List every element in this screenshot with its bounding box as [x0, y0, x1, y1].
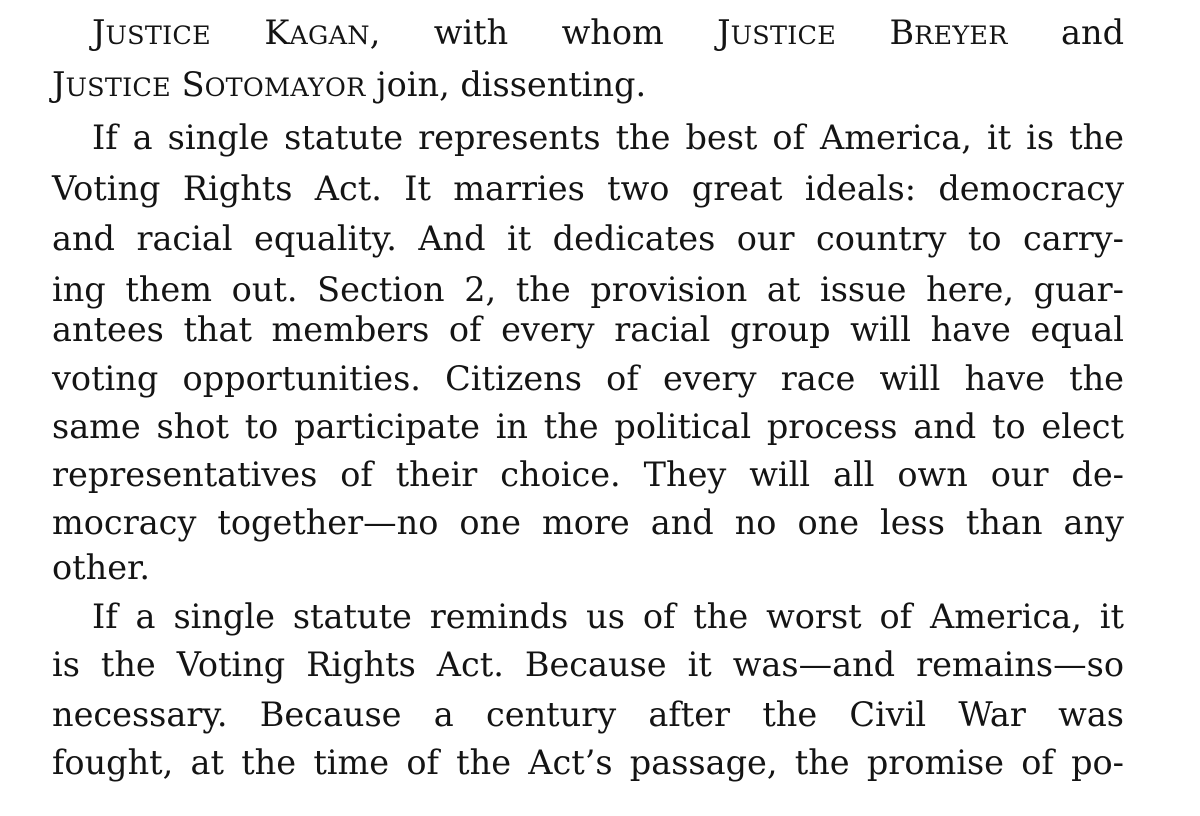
text-line: voting opportunities. Citizens of every race will have the — [52, 359, 1124, 398]
justice-sotomayor — [52, 65, 366, 104]
smallcaps-initial: J — [92, 13, 106, 52]
justice-kagan — [92, 13, 380, 52]
header-tail-text: join, dissenting. — [376, 65, 647, 104]
dissent-header-line-1 — [92, 13, 1125, 52]
smallcaps-rest: REYER — [914, 21, 1008, 51]
text-line: same shot to participate in the political process and to elect — [52, 407, 1124, 446]
connector-text: and — [1061, 13, 1125, 52]
smallcaps-rest: AGAN — [289, 21, 370, 51]
smallcaps-rest: OTOMAYOR — [204, 73, 366, 103]
comma: , — [369, 13, 381, 52]
smallcaps-initial: J — [52, 65, 66, 104]
text-line: mocracy together—no one more and no one less than any — [52, 503, 1124, 542]
text-line: ing them out. Section 2, the provision at issue here, guar- — [52, 270, 1124, 309]
text-line: Voting Rights Act. It marries two great ideals: democracy — [52, 169, 1124, 208]
smallcaps-rest: USTICE — [730, 21, 837, 51]
text-line: If a single statute represents the best of America, it is the — [92, 118, 1124, 157]
smallcaps-initial: S — [181, 65, 205, 104]
text-line: and racial equality. And it dedicates our country to carry- — [52, 219, 1124, 258]
text-line: antees that members of every racial group will have equal — [52, 310, 1124, 349]
smallcaps-rest: USTICE — [65, 73, 171, 103]
smallcaps-initial: K — [264, 13, 290, 52]
smallcaps-rest: USTICE — [105, 21, 211, 51]
connector-text: with whom — [433, 13, 664, 52]
text-line: fought, at the time of the Act’s passage, the promise of po- — [52, 743, 1124, 782]
text-line: necessary. Because a century after the Civil War was — [52, 695, 1124, 734]
dissent-header-line-2 — [52, 65, 1124, 104]
justice-breyer — [717, 13, 1008, 52]
text-line: is the Voting Rights Act. Because it was—and remains—so — [52, 645, 1124, 684]
text-line: If a single statute reminds us of the worst of America, it — [92, 597, 1124, 636]
smallcaps-initial: J — [717, 13, 731, 52]
smallcaps-initial: B — [889, 13, 915, 52]
text-line: representatives of their choice. They will all own our de- — [52, 455, 1124, 494]
text-line: other. — [52, 548, 151, 587]
